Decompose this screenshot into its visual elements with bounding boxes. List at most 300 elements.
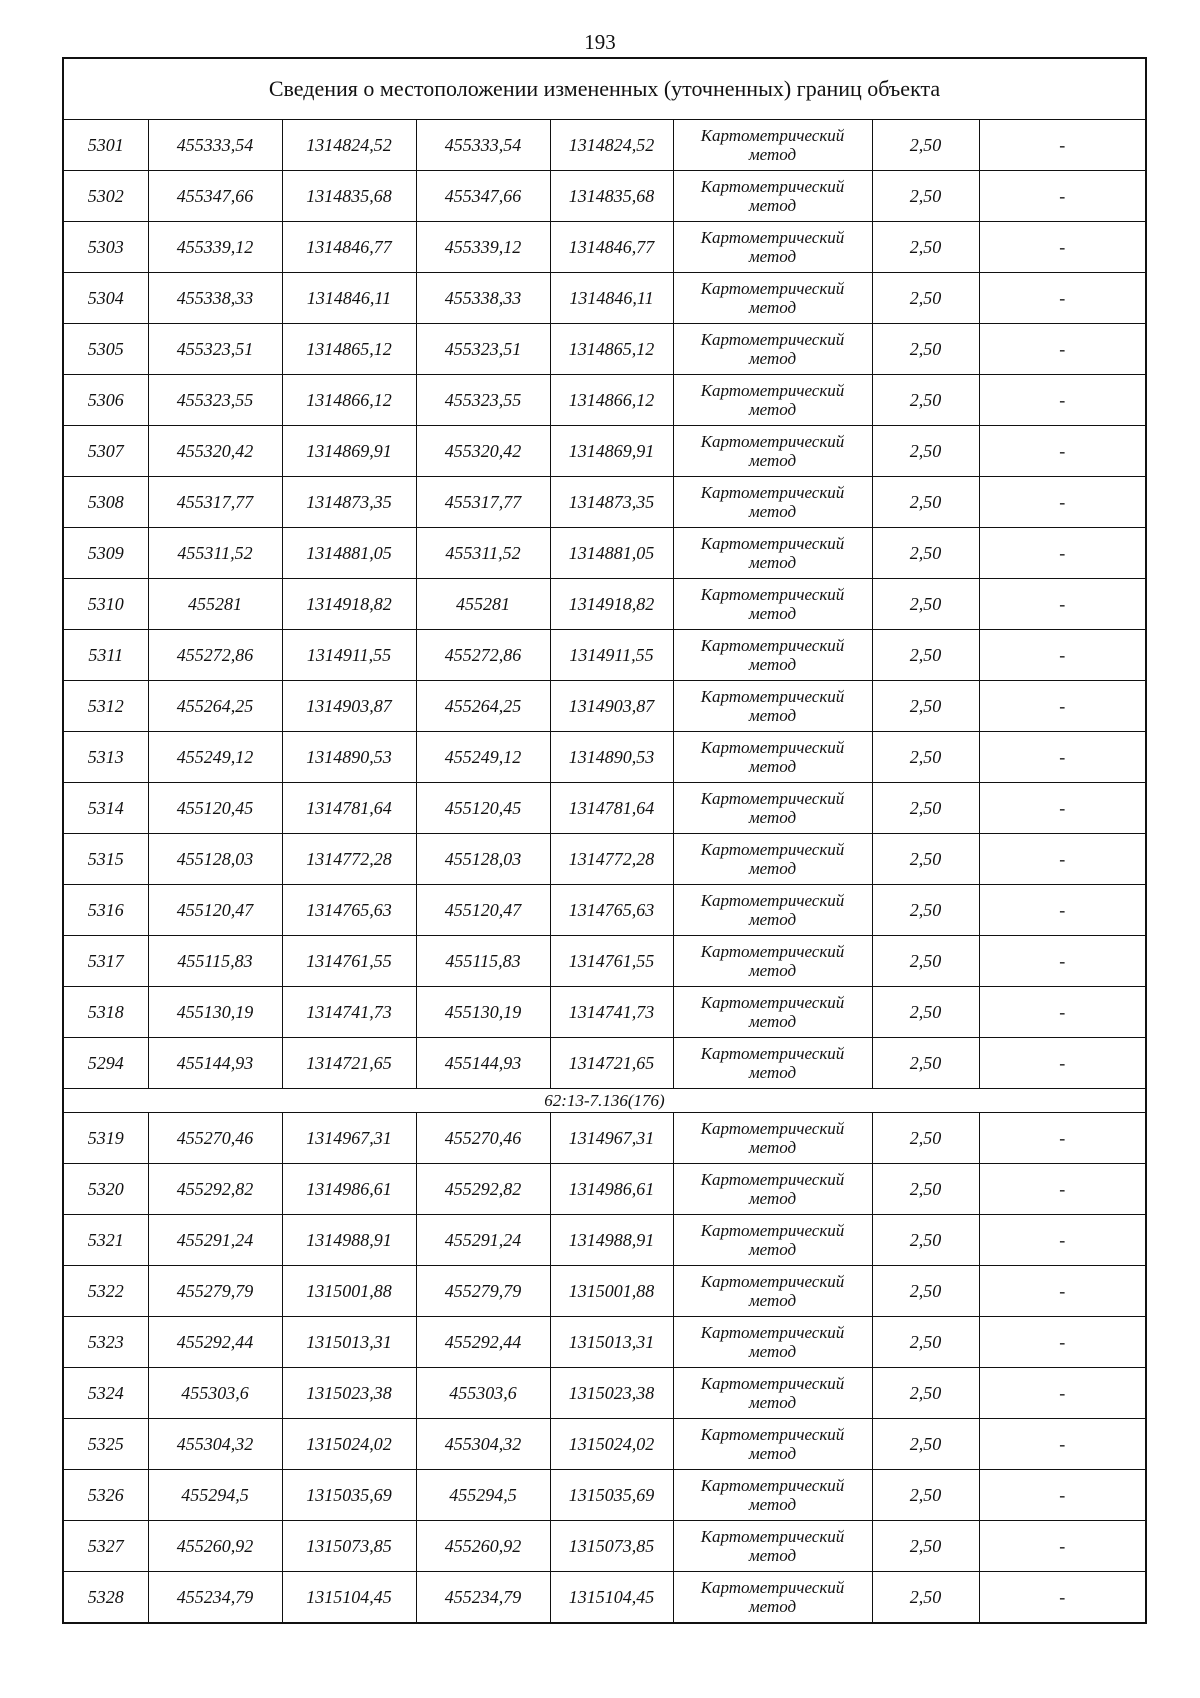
- y-new-cell: 1314865,12: [550, 324, 673, 375]
- method-line1: Картометрический: [700, 534, 845, 553]
- accuracy-cell: 2,50: [872, 1419, 979, 1470]
- table-row: [63, 426, 1146, 477]
- x-new-cell: 455291,24: [416, 1215, 550, 1266]
- method-line1: Картометрический: [700, 432, 845, 451]
- x-new-cell: 455317,77: [416, 477, 550, 528]
- table-row: [63, 681, 1146, 732]
- x-new-cell: 455130,19: [416, 987, 550, 1038]
- method-line1: Картометрический: [700, 1425, 845, 1444]
- method-line1: Картометрический: [700, 1221, 845, 1240]
- method-cell: [673, 324, 872, 375]
- y-existing-cell: 1314865,12: [282, 324, 416, 375]
- method-cell: [673, 1038, 872, 1089]
- x-existing-cell: 455292,82: [148, 1164, 282, 1215]
- y-new-cell: 1314890,53: [550, 732, 673, 783]
- y-new-cell: 1314911,55: [550, 630, 673, 681]
- x-existing-cell: 455347,66: [148, 171, 282, 222]
- x-new-cell: 455323,55: [416, 375, 550, 426]
- x-new-cell: 455128,03: [416, 834, 550, 885]
- method-line1: Картометрический: [700, 1119, 845, 1138]
- y-new-cell: 1314761,55: [550, 936, 673, 987]
- method-cell: [673, 630, 872, 681]
- y-new-cell: 1314835,68: [550, 171, 673, 222]
- note-cell: -: [979, 579, 1146, 630]
- table-row: [63, 222, 1146, 273]
- x-existing-cell: 455304,32: [148, 1419, 282, 1470]
- method-line1: Картометрический: [700, 840, 845, 859]
- x-existing-cell: 455120,45: [148, 783, 282, 834]
- table-row: [63, 783, 1146, 834]
- x-existing-cell: 455144,93: [148, 1038, 282, 1089]
- y-new-cell: 1314986,61: [550, 1164, 673, 1215]
- x-existing-cell: 455303,6: [148, 1368, 282, 1419]
- section-row: [63, 1089, 1146, 1113]
- table-row: [63, 528, 1146, 579]
- y-new-cell: 1314781,64: [550, 783, 673, 834]
- method-line2: метод: [748, 1546, 797, 1565]
- accuracy-cell: 2,50: [872, 120, 979, 171]
- y-existing-cell: 1314918,82: [282, 579, 416, 630]
- method-line2: метод: [748, 553, 797, 572]
- note-cell: -: [979, 834, 1146, 885]
- x-new-cell: 455120,45: [416, 783, 550, 834]
- point-number-cell: 5304: [63, 273, 148, 324]
- y-existing-cell: 1314835,68: [282, 171, 416, 222]
- method-cell: [673, 426, 872, 477]
- accuracy-cell: 2,50: [872, 1266, 979, 1317]
- note-cell: -: [979, 528, 1146, 579]
- x-existing-cell: 455234,79: [148, 1572, 282, 1624]
- x-existing-cell: 455270,46: [148, 1113, 282, 1164]
- y-new-cell: 1314772,28: [550, 834, 673, 885]
- accuracy-cell: 2,50: [872, 1521, 979, 1572]
- method-line2: метод: [748, 502, 797, 521]
- method-cell: [673, 885, 872, 936]
- method-line1: Картометрический: [700, 636, 845, 655]
- x-existing-cell: 455260,92: [148, 1521, 282, 1572]
- x-new-cell: 455115,83: [416, 936, 550, 987]
- table-row: [63, 1368, 1146, 1419]
- accuracy-cell: 2,50: [872, 1113, 979, 1164]
- x-new-cell: 455120,47: [416, 885, 550, 936]
- x-new-cell: 455311,52: [416, 528, 550, 579]
- method-line2: метод: [748, 655, 797, 674]
- method-cell: [673, 1113, 872, 1164]
- note-cell: -: [979, 732, 1146, 783]
- y-existing-cell: 1314761,55: [282, 936, 416, 987]
- y-existing-cell: 1315024,02: [282, 1419, 416, 1470]
- point-number-cell: 5321: [63, 1215, 148, 1266]
- method-cell: [673, 579, 872, 630]
- y-existing-cell: 1315073,85: [282, 1521, 416, 1572]
- y-existing-cell: 1315023,38: [282, 1368, 416, 1419]
- y-existing-cell: 1314846,77: [282, 222, 416, 273]
- accuracy-cell: 2,50: [872, 528, 979, 579]
- table-row: [63, 1113, 1146, 1164]
- table-title: Сведения о местоположении измененных (уточненных) границ объекта: [63, 58, 1146, 120]
- note-cell: -: [979, 324, 1146, 375]
- y-new-cell: 1314873,35: [550, 477, 673, 528]
- method-line2: метод: [748, 349, 797, 368]
- method-cell: [673, 936, 872, 987]
- y-new-cell: 1315035,69: [550, 1470, 673, 1521]
- point-number-cell: 5302: [63, 171, 148, 222]
- x-existing-cell: 455115,83: [148, 936, 282, 987]
- point-number-cell: 5323: [63, 1317, 148, 1368]
- method-line2: метод: [748, 604, 797, 623]
- accuracy-cell: 2,50: [872, 885, 979, 936]
- x-existing-cell: 455264,25: [148, 681, 282, 732]
- method-line1: Картометрический: [700, 1476, 845, 1495]
- x-existing-cell: 455317,77: [148, 477, 282, 528]
- table-row: [63, 630, 1146, 681]
- note-cell: -: [979, 222, 1146, 273]
- method-line2: метод: [748, 400, 797, 419]
- x-new-cell: 455347,66: [416, 171, 550, 222]
- note-cell: -: [979, 1521, 1146, 1572]
- method-cell: [673, 987, 872, 1038]
- accuracy-cell: 2,50: [872, 1470, 979, 1521]
- method-line2: метод: [748, 859, 797, 878]
- method-cell: [673, 120, 872, 171]
- y-existing-cell: 1314866,12: [282, 375, 416, 426]
- method-cell: [673, 1368, 872, 1419]
- table-row: [63, 120, 1146, 171]
- point-number-cell: 5319: [63, 1113, 148, 1164]
- accuracy-cell: 2,50: [872, 324, 979, 375]
- point-number-cell: 5307: [63, 426, 148, 477]
- note-cell: -: [979, 171, 1146, 222]
- x-new-cell: 455144,93: [416, 1038, 550, 1089]
- table-title-row: [63, 58, 1146, 120]
- table-row: [63, 273, 1146, 324]
- method-cell: [673, 222, 872, 273]
- table-row: [63, 987, 1146, 1038]
- accuracy-cell: 2,50: [872, 1317, 979, 1368]
- y-new-cell: 1314866,12: [550, 375, 673, 426]
- y-existing-cell: 1314824,52: [282, 120, 416, 171]
- x-existing-cell: 455294,5: [148, 1470, 282, 1521]
- x-new-cell: 455294,5: [416, 1470, 550, 1521]
- accuracy-cell: 2,50: [872, 1572, 979, 1624]
- y-new-cell: 1314918,82: [550, 579, 673, 630]
- method-line2: метод: [748, 961, 797, 980]
- method-cell: [673, 1470, 872, 1521]
- y-new-cell: 1315001,88: [550, 1266, 673, 1317]
- accuracy-cell: 2,50: [872, 783, 979, 834]
- accuracy-cell: 2,50: [872, 426, 979, 477]
- x-new-cell: 455292,82: [416, 1164, 550, 1215]
- point-number-cell: 5294: [63, 1038, 148, 1089]
- x-new-cell: 455333,54: [416, 120, 550, 171]
- accuracy-cell: 2,50: [872, 1038, 979, 1089]
- note-cell: -: [979, 375, 1146, 426]
- x-new-cell: 455303,6: [416, 1368, 550, 1419]
- y-new-cell: 1315073,85: [550, 1521, 673, 1572]
- method-line2: метод: [748, 196, 797, 215]
- method-cell: [673, 1164, 872, 1215]
- method-line2: метод: [748, 1342, 797, 1361]
- note-cell: -: [979, 1368, 1146, 1419]
- x-existing-cell: 455291,24: [148, 1215, 282, 1266]
- x-existing-cell: 455320,42: [148, 426, 282, 477]
- method-line1: Картометрический: [700, 789, 845, 808]
- method-cell: [673, 1572, 872, 1624]
- y-existing-cell: 1314781,64: [282, 783, 416, 834]
- point-number-cell: 5318: [63, 987, 148, 1038]
- method-line1: Картометрический: [700, 279, 845, 298]
- table-row: [63, 1164, 1146, 1215]
- table-row: [63, 1215, 1146, 1266]
- note-cell: -: [979, 630, 1146, 681]
- y-existing-cell: 1314890,53: [282, 732, 416, 783]
- method-line2: метод: [748, 1393, 797, 1412]
- point-number-cell: 5309: [63, 528, 148, 579]
- method-line1: Картометрический: [700, 1527, 845, 1546]
- y-existing-cell: 1314846,11: [282, 273, 416, 324]
- accuracy-cell: 2,50: [872, 477, 979, 528]
- point-number-cell: 5327: [63, 1521, 148, 1572]
- boundary-coordinates-table: [62, 57, 1147, 1624]
- y-new-cell: 1314988,91: [550, 1215, 673, 1266]
- y-existing-cell: 1314765,63: [282, 885, 416, 936]
- note-cell: -: [979, 1113, 1146, 1164]
- accuracy-cell: 2,50: [872, 1215, 979, 1266]
- method-cell: [673, 1521, 872, 1572]
- note-cell: -: [979, 1419, 1146, 1470]
- table-row: [63, 1038, 1146, 1089]
- point-number-cell: 5322: [63, 1266, 148, 1317]
- method-line2: метод: [748, 1189, 797, 1208]
- accuracy-cell: 2,50: [872, 579, 979, 630]
- note-cell: -: [979, 1215, 1146, 1266]
- y-existing-cell: 1314881,05: [282, 528, 416, 579]
- table-row: [63, 1470, 1146, 1521]
- method-line2: метод: [748, 808, 797, 827]
- method-line2: метод: [748, 910, 797, 929]
- method-cell: [673, 171, 872, 222]
- accuracy-cell: 2,50: [872, 1368, 979, 1419]
- x-new-cell: 455234,79: [416, 1572, 550, 1624]
- method-line1: Картометрический: [700, 993, 845, 1012]
- point-number-cell: 5328: [63, 1572, 148, 1624]
- y-new-cell: 1314903,87: [550, 681, 673, 732]
- point-number-cell: 5326: [63, 1470, 148, 1521]
- page-number: 193: [584, 30, 616, 54]
- point-number-cell: 5320: [63, 1164, 148, 1215]
- point-number-cell: 5313: [63, 732, 148, 783]
- method-line2: метод: [748, 1138, 797, 1157]
- method-line2: метод: [748, 1291, 797, 1310]
- method-line1: Картометрический: [700, 942, 845, 961]
- table-row: [63, 324, 1146, 375]
- method-cell: [673, 1317, 872, 1368]
- x-existing-cell: 455338,33: [148, 273, 282, 324]
- note-cell: -: [979, 1572, 1146, 1624]
- accuracy-cell: 2,50: [872, 273, 979, 324]
- y-new-cell: 1314881,05: [550, 528, 673, 579]
- accuracy-cell: 2,50: [872, 834, 979, 885]
- table-row: [63, 1419, 1146, 1470]
- y-existing-cell: 1314741,73: [282, 987, 416, 1038]
- method-line2: метод: [748, 1063, 797, 1082]
- y-new-cell: 1315023,38: [550, 1368, 673, 1419]
- y-new-cell: 1315024,02: [550, 1419, 673, 1470]
- x-existing-cell: 455323,55: [148, 375, 282, 426]
- method-line1: Картометрический: [700, 126, 845, 145]
- point-number-cell: 5324: [63, 1368, 148, 1419]
- y-existing-cell: 1314873,35: [282, 477, 416, 528]
- y-new-cell: 1314765,63: [550, 885, 673, 936]
- x-existing-cell: 455311,52: [148, 528, 282, 579]
- point-number-cell: 5310: [63, 579, 148, 630]
- method-line1: Картометрический: [700, 483, 845, 502]
- y-existing-cell: 1315013,31: [282, 1317, 416, 1368]
- accuracy-cell: 2,50: [872, 630, 979, 681]
- x-existing-cell: 455279,79: [148, 1266, 282, 1317]
- note-cell: -: [979, 120, 1146, 171]
- table-row: [63, 375, 1146, 426]
- method-cell: [673, 375, 872, 426]
- table-row: [63, 732, 1146, 783]
- note-cell: -: [979, 783, 1146, 834]
- method-line1: Картометрический: [700, 1374, 845, 1393]
- method-line2: метод: [748, 247, 797, 266]
- y-existing-cell: 1314903,87: [282, 681, 416, 732]
- x-new-cell: 455272,86: [416, 630, 550, 681]
- point-number-cell: 5305: [63, 324, 148, 375]
- method-line1: Картометрический: [700, 1323, 845, 1342]
- y-new-cell: 1315104,45: [550, 1572, 673, 1624]
- accuracy-cell: 2,50: [872, 681, 979, 732]
- point-number-cell: 5325: [63, 1419, 148, 1470]
- method-line2: метод: [748, 145, 797, 164]
- point-number-cell: 5303: [63, 222, 148, 273]
- point-number-cell: 5306: [63, 375, 148, 426]
- note-cell: -: [979, 885, 1146, 936]
- note-cell: -: [979, 426, 1146, 477]
- table-row: [63, 1521, 1146, 1572]
- x-new-cell: 455292,44: [416, 1317, 550, 1368]
- table-row: [63, 1572, 1146, 1624]
- method-line2: метод: [748, 298, 797, 317]
- x-new-cell: 455323,51: [416, 324, 550, 375]
- accuracy-cell: 2,50: [872, 375, 979, 426]
- note-cell: -: [979, 681, 1146, 732]
- table-body: [63, 58, 1146, 1623]
- y-existing-cell: 1314986,61: [282, 1164, 416, 1215]
- method-line1: Картометрический: [700, 1578, 845, 1597]
- point-number-cell: 5316: [63, 885, 148, 936]
- method-cell: [673, 1419, 872, 1470]
- y-new-cell: 1314967,31: [550, 1113, 673, 1164]
- method-cell: [673, 477, 872, 528]
- method-cell: [673, 732, 872, 783]
- x-existing-cell: 455272,86: [148, 630, 282, 681]
- y-existing-cell: 1314772,28: [282, 834, 416, 885]
- x-new-cell: 455339,12: [416, 222, 550, 273]
- method-line2: метод: [748, 706, 797, 725]
- method-line1: Картометрический: [700, 381, 845, 400]
- accuracy-cell: 2,50: [872, 1164, 979, 1215]
- method-line1: Картометрический: [700, 891, 845, 910]
- method-line1: Картометрический: [700, 738, 845, 757]
- y-existing-cell: 1314911,55: [282, 630, 416, 681]
- note-cell: -: [979, 1266, 1146, 1317]
- table-row: [63, 1317, 1146, 1368]
- x-new-cell: 455338,33: [416, 273, 550, 324]
- method-line1: Картометрический: [700, 177, 845, 196]
- method-line2: метод: [748, 1444, 797, 1463]
- x-existing-cell: 455323,51: [148, 324, 282, 375]
- note-cell: -: [979, 1317, 1146, 1368]
- table-row: [63, 936, 1146, 987]
- method-line2: метод: [748, 1012, 797, 1031]
- x-existing-cell: 455333,54: [148, 120, 282, 171]
- x-existing-cell: 455128,03: [148, 834, 282, 885]
- table-row: [63, 885, 1146, 936]
- accuracy-cell: 2,50: [872, 732, 979, 783]
- accuracy-cell: 2,50: [872, 987, 979, 1038]
- accuracy-cell: 2,50: [872, 222, 979, 273]
- method-cell: [673, 1266, 872, 1317]
- y-new-cell: 1315013,31: [550, 1317, 673, 1368]
- y-new-cell: 1314846,77: [550, 222, 673, 273]
- method-line1: Картометрический: [700, 1044, 845, 1063]
- x-existing-cell: 455130,19: [148, 987, 282, 1038]
- x-existing-cell: 455281: [148, 579, 282, 630]
- method-cell: [673, 1215, 872, 1266]
- method-cell: [673, 528, 872, 579]
- note-cell: -: [979, 477, 1146, 528]
- method-line2: метод: [748, 1495, 797, 1514]
- y-new-cell: 1314741,73: [550, 987, 673, 1038]
- note-cell: -: [979, 1164, 1146, 1215]
- x-new-cell: 455281: [416, 579, 550, 630]
- section-label: 62:13-7.136(176): [63, 1089, 1146, 1113]
- note-cell: -: [979, 936, 1146, 987]
- x-new-cell: 455264,25: [416, 681, 550, 732]
- method-cell: [673, 681, 872, 732]
- x-existing-cell: 455292,44: [148, 1317, 282, 1368]
- table-row: [63, 477, 1146, 528]
- y-existing-cell: 1315001,88: [282, 1266, 416, 1317]
- x-new-cell: 455279,79: [416, 1266, 550, 1317]
- method-line2: метод: [748, 757, 797, 776]
- point-number-cell: 5311: [63, 630, 148, 681]
- point-number-cell: 5301: [63, 120, 148, 171]
- method-line2: метод: [748, 451, 797, 470]
- x-new-cell: 455304,32: [416, 1419, 550, 1470]
- method-line1: Картометрический: [700, 1170, 845, 1189]
- y-existing-cell: 1314869,91: [282, 426, 416, 477]
- y-new-cell: 1314824,52: [550, 120, 673, 171]
- method-cell: [673, 834, 872, 885]
- note-cell: -: [979, 1470, 1146, 1521]
- method-line1: Картометрический: [700, 228, 845, 247]
- method-cell: [673, 783, 872, 834]
- note-cell: -: [979, 1038, 1146, 1089]
- y-existing-cell: 1315035,69: [282, 1470, 416, 1521]
- note-cell: -: [979, 987, 1146, 1038]
- y-new-cell: 1314721,65: [550, 1038, 673, 1089]
- method-line1: Картометрический: [700, 585, 845, 604]
- x-new-cell: 455249,12: [416, 732, 550, 783]
- note-cell: -: [979, 273, 1146, 324]
- method-line1: Картометрический: [700, 1272, 845, 1291]
- table-row: [63, 834, 1146, 885]
- table-row: [63, 1266, 1146, 1317]
